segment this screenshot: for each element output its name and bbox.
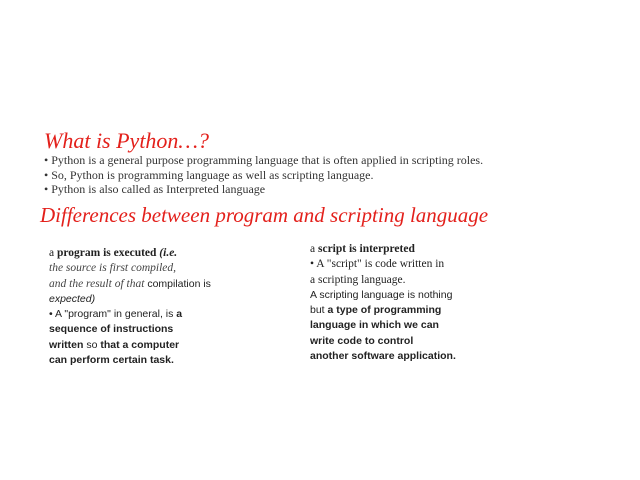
script-line: another software application. — [310, 350, 456, 363]
text-fragment: • A "program" in general, is — [49, 308, 177, 321]
text-fragment: written — [49, 338, 87, 351]
section-subtitle: Differences between program and scripting language — [40, 203, 489, 227]
script-line: a scripting language. — [310, 273, 406, 286]
intro-bullet: • So, Python is programming language as well as scripting language. — [44, 167, 374, 182]
script-line: write code to control — [310, 334, 414, 347]
text-fragment: script is interpreted — [317, 243, 415, 255]
slide-title: What is Python…? — [44, 128, 209, 153]
script-line — [310, 303, 456, 318]
text-fragment: that — [126, 277, 145, 290]
intro-bullet: • Python is a general purpose programming language that is often applied in scripting roles. — [44, 153, 484, 167]
program-line: the source is first compiled, — [49, 262, 177, 275]
text-fragment: so — [86, 338, 98, 351]
script-column — [310, 242, 456, 364]
intro-bullet-list — [44, 153, 483, 197]
text-fragment: compilation is — [144, 277, 211, 290]
text-fragment: and the result of — [49, 277, 127, 290]
program-line — [49, 307, 211, 322]
program-column — [49, 246, 211, 368]
script-line — [310, 242, 456, 257]
text-fragment: a — [176, 308, 183, 321]
text-fragment: a type of programming — [327, 304, 442, 317]
text-fragment: program is executed — [56, 247, 160, 259]
program-line: can perform certain task. — [49, 354, 174, 367]
script-line: • A "script" is code written in — [310, 258, 445, 271]
program-line: expected) — [49, 292, 96, 305]
text-fragment: (i.e. — [159, 247, 178, 259]
program-line — [49, 277, 211, 292]
text-fragment: a — [310, 243, 318, 255]
text-fragment: but — [310, 304, 328, 317]
intro-bullet: • Python is also called as Interpreted language — [44, 182, 266, 196]
script-line: language in which we can — [310, 319, 439, 332]
program-line — [49, 338, 211, 353]
program-line: sequence of instructions — [49, 323, 174, 336]
text-fragment: a — [49, 247, 57, 259]
text-fragment: that a computer — [97, 338, 180, 351]
program-line — [49, 246, 211, 261]
script-line: A scripting language is nothing — [310, 288, 453, 301]
